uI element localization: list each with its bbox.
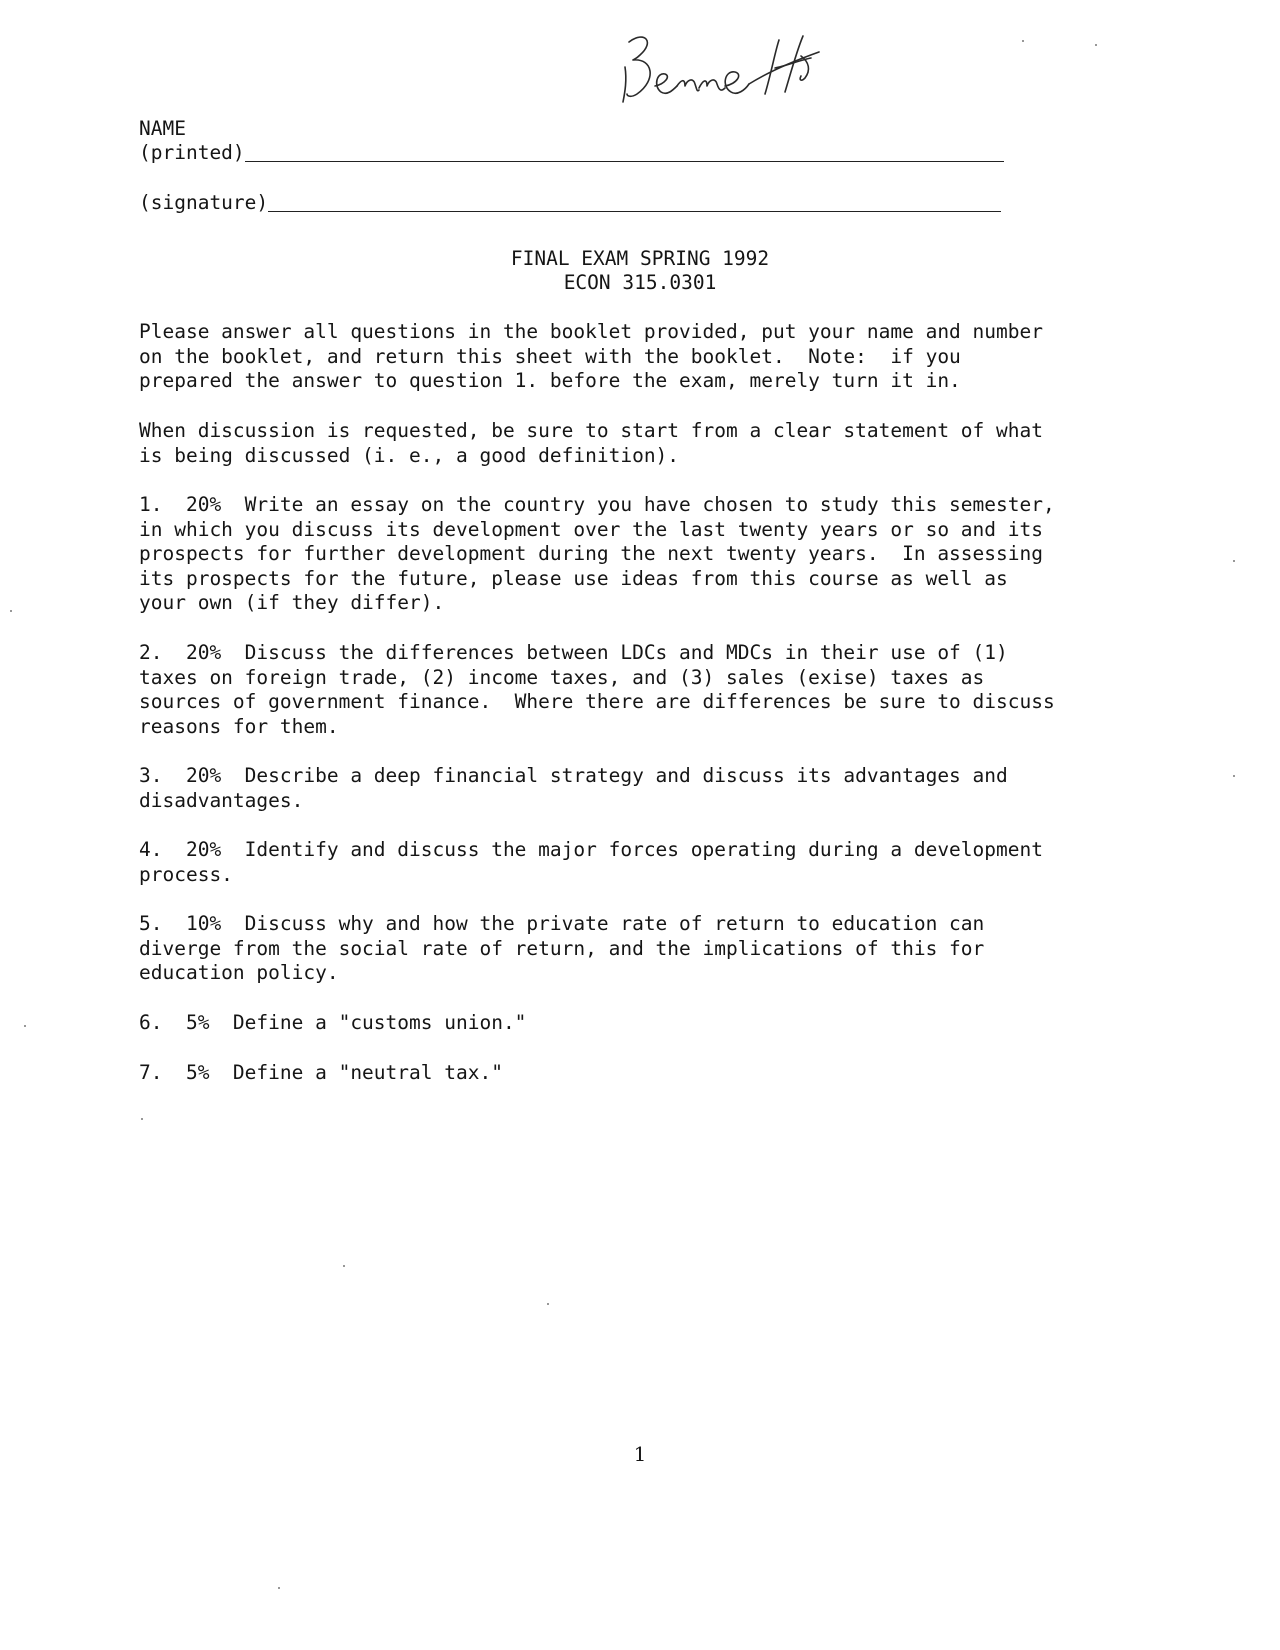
discussion-note-paragraph: When discussion is requested, be sure to start from a clear statement of what is being discussed (i. e., a good definition). xyxy=(139,419,1043,467)
question-5: 5. 10% Discuss why and how the private rate of return to education can diverge from the social rate of return, and the implications of this for education policy. xyxy=(139,912,985,985)
exam-title: FINAL EXAM SPRING 1992 xyxy=(510,247,770,270)
printed-name-field[interactable] xyxy=(139,141,1004,165)
scan-speck xyxy=(1233,560,1235,562)
scan-speck xyxy=(1233,775,1235,777)
signature-field[interactable] xyxy=(139,191,1001,215)
scan-speck xyxy=(141,1118,143,1120)
scan-speck xyxy=(1095,44,1097,46)
printed-name-line xyxy=(245,161,1004,162)
course-number: ECON 315.0301 xyxy=(563,271,717,294)
handwritten-signature xyxy=(615,22,885,112)
signature-line xyxy=(268,211,1001,212)
question-6: 6. 5% Define a "customs union." xyxy=(139,1011,527,1034)
signature-label: (signature) xyxy=(139,191,269,214)
question-7: 7. 5% Define a "neutral tax." xyxy=(139,1061,503,1084)
instructions-paragraph: Please answer all questions in the booklet provided, put your name and number on the booklet, and return this sheet with the booklet. Note: if you prepared the answer to question 1. before the exam, merely turn it in. xyxy=(139,320,1043,393)
scan-speck xyxy=(10,610,12,612)
printed-label: (printed) xyxy=(139,141,245,164)
question-1: 1. 20% Write an essay on the country you have chosen to study this semester, in which you discuss its development over the last twenty years or so and its prospects for further development during the next twenty years. In assessing its prospects for the future, please use ideas from this course as well as your own (if they differ). xyxy=(139,493,1055,615)
question-2: 2. 20% Discuss the differences between LDCs and MDCs in their use of (1) taxes on foreign trade, (2) income taxes, and (3) sales (exise) taxes as sources of government finance. Where there are differences be sure to discuss reasons for them. xyxy=(139,641,1055,738)
question-4: 4. 20% Identify and discuss the major forces operating during a development process. xyxy=(139,838,1043,886)
page-number: 1 xyxy=(633,1442,647,1466)
name-label: NAME xyxy=(139,117,186,140)
scan-speck xyxy=(1022,40,1024,42)
scan-speck xyxy=(343,1265,345,1267)
scan-speck xyxy=(24,1025,26,1027)
scan-speck xyxy=(278,1587,280,1589)
question-3: 3. 20% Describe a deep financial strategy and discuss its advantages and disadvantages. xyxy=(139,764,1008,812)
scan-speck xyxy=(547,1303,549,1305)
